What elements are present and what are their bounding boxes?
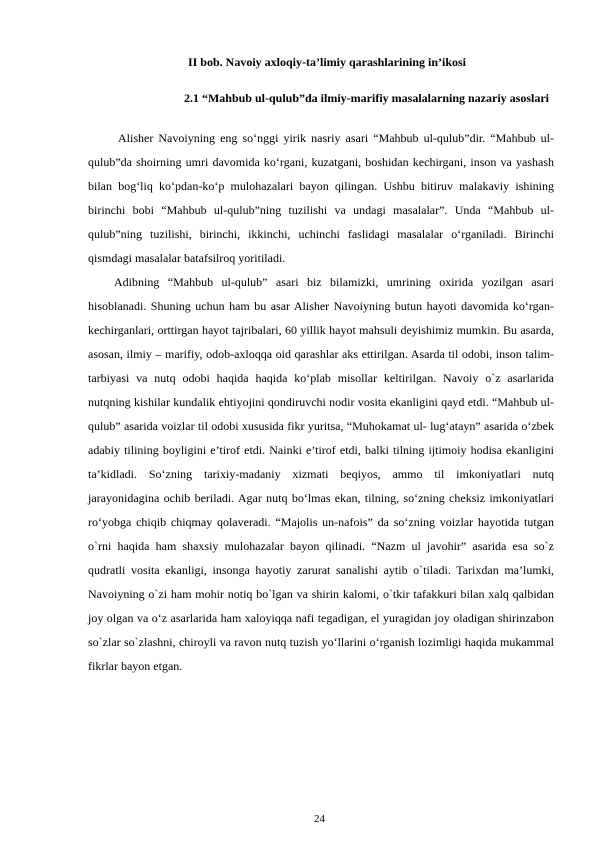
body-paragraph: Alisher Navoiyning eng so‘nggi yirik nasriy asari “Mahbub ul-qulub”dir. “Mahbub ul-qulub”da shoirning umri davomida ko‘rgani, kuzatgani, boshidan kechirgani, inson va yashash bilan bog‘liq ko‘pdan-ko‘p mulohazalari bayon qilingan. Ushbu bitiruv malakaviy ishining birinchi bobi “Mahbub ul-qulub”ning tuzilishi va undagi masalalar”. Unda “Mahbub ul-qulub”ning tuzilishi, birinchi, ikkinchi, uchinchi faslidagi masalalar o‘rganiladi. Birinchi qismdagi masalalar batafsilroq yoritiladi. — [88, 131, 554, 265]
page-number: 24 — [314, 813, 325, 825]
section-heading: 2.1 “Mahbub ul-qulub”da ilmiy-marifiy masalalarning nazariy asoslari — [183, 91, 549, 105]
body-paragraph: Adibning “Mahbub ul-qulub” asari biz bilamizki, umrining oxirida yozilgan asari hisoblanadi. Shuning uchun ham bu asar Alisher Navoiyning butun hayoti davomida ko‘rgan-kechirganlari, orttirgan hayot tajribalari, 60 yillik hayot mahsuli deyishimiz mumkin. Bu asarda, asosan, ilmiy – marifiy, odob-axloqqa oid qarashlar aks ettirilgan. Asarda til odobi, inson talim-tarbiyasi va nutq odobi haqida haqida ko‘plab misollar keltirilgan. Navoiy o`z asarlarida nutqning kishilar kundalik ehtiyojini qondiruvchi nodir vosita ekanligini qayd etdi. “Mahbub ul-qulub” asarida voizlar til odobi xususida fikr yuritsa, “Muhokamat ul- lug‘atayn” asarida o‘zbek adabiy tilining boyligini e’tirof etdi. Nainki e’tirof etdi, balki tilning ijtimoiy hodisa ekanligini ta’kidladi. So‘zning tarixiy-madaniy xizmati beqiyos, ammo til imkoniyatlari nutq jarayonidagina ochib beriladi. Agar nutq bo‘lmas ekan, tilning, so‘zning cheksiz imkoniyatlari ro‘yobga chiqib chiqmay qolaveradi. “Majolis un-nafois” da so‘zning voizlar hayotida tutgan o`rni haqida ham shaxsiy mulohazalar bayon qilinadi. “Nazm ul javohir” asarida esa so`z qudratli vosita ekanligi, insonga hayotiy zarurat sanalishi aytib o`tiladi. Tarixdan ma’lumki, Navoiyning o`zi ham mohir notiq bo`lgan va shirin kalomi, o`tkir tafakkuri bilan xalq qalbidan joy olgan va o‘z asarlarida ham xaloyiqqa nafi tegadigan, el yuragidan joy oladigan shirinzabon so`zlar so`zlashni, chiroyli va ravon nutq tuzish yo‘llarini o‘rganish lozimligi haqida mukammal fikrlar bayon etgan. — [88, 275, 554, 673]
chapter-heading: II bob. Navoiy axloqiy-ta’limiy qarashlarining in’ikosi — [187, 55, 467, 69]
